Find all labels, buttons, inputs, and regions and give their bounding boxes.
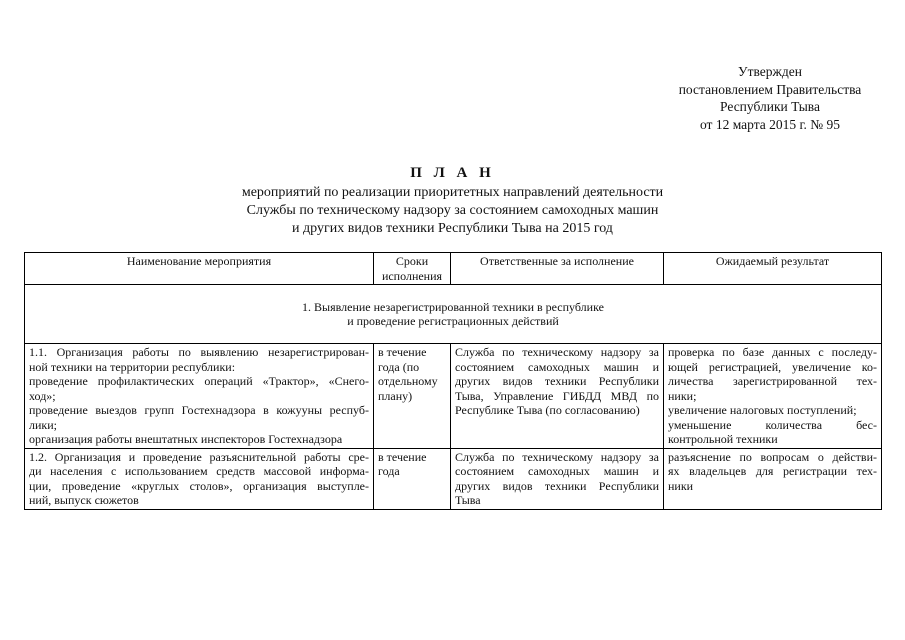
cell-line: ники [668, 478, 694, 493]
cell-line: плану) [378, 388, 413, 403]
cell-line: ди населения с использованием средств массовой информа- [29, 464, 369, 478]
cell-line: контрольной техники [668, 432, 778, 446]
cell-line: ход»; [29, 388, 56, 403]
cell-line: состоянием самоходных машин и [455, 359, 659, 374]
cell-line: увеличение налоговых поступлений; [668, 403, 857, 417]
cell-line: ной техники на территории республики: [29, 359, 236, 374]
table-row [25, 448, 882, 509]
header-responsible: Ответственные за исполнение [451, 253, 664, 285]
cell-line: ях владельцев для регистрации тех- [668, 464, 877, 478]
cell-line: в течение [378, 345, 427, 359]
plan-table [24, 252, 882, 510]
document-subtitle [0, 184, 905, 238]
cell-name [25, 344, 374, 449]
cell-line: ний, выпуск сюжетов [29, 493, 139, 507]
cell-result [664, 448, 882, 509]
cell-line: 1.1. Организация работы по выявлению незарегистрирован- [29, 345, 369, 359]
header-name: Наименование мероприятия [25, 253, 374, 285]
section-heading [25, 285, 882, 344]
section-row [25, 285, 882, 344]
cell-line: Тыва [455, 493, 481, 507]
document-title: П Л А Н [410, 165, 495, 181]
cell-line: Служба по техническому надзору за [455, 449, 659, 464]
subtitle-line: мероприятий по реализации приоритетных направлений деятельности [241, 185, 664, 200]
cell-line: других видов техники Республики [455, 478, 659, 493]
subtitle-line: Службы по техническому надзору за состоянием самоходных машин [246, 203, 659, 218]
header-deadline [374, 253, 451, 285]
cell-line: проведение выездов групп Гостехнадзора в кожууны респуб- [29, 403, 369, 417]
cell-line: Республике Тыва (по согласованию) [455, 403, 640, 417]
cell-line: уменьшение количества бес- [668, 417, 877, 432]
cell-line: лики; [29, 417, 57, 432]
approval-line: Утвержден [738, 64, 802, 79]
approval-line: постановлением Правительства [678, 81, 862, 97]
table-header-row [25, 253, 882, 285]
cell-line: состоянием самоходных машин и [455, 464, 659, 478]
cell-line: ции, проведение «круглых столов», организация выступле- [29, 478, 369, 493]
subtitle-line: и других видов техники Республики Тыва на 2015 год [292, 221, 613, 236]
cell-line: ники; [668, 388, 697, 403]
cell-deadline [374, 344, 451, 449]
cell-line: года [378, 464, 400, 478]
cell-result [664, 344, 882, 449]
section-line: и проведение регистрационных действий [347, 314, 559, 328]
cell-line: отдельному [378, 374, 438, 388]
cell-responsible [451, 448, 664, 509]
cell-line: года (по [378, 359, 420, 374]
cell-line: Служба по техническому надзору за [455, 345, 659, 359]
cell-deadline [374, 448, 451, 509]
cell-line: разъяснение по вопросам о действи- [668, 449, 877, 464]
section-line: 1. Выявление незарегистрированной техники в республике [302, 299, 604, 314]
cell-line: Тыва, Управление ГИБДД МВД по [455, 388, 659, 403]
cell-line: организация работы внештатных инспекторов Гостехнадзора [29, 432, 343, 446]
cell-line: личества зарегистрированной тех- [668, 374, 877, 388]
cell-line: проведение профилактических операций «Трактор», «Снего- [29, 374, 369, 388]
approval-stamp [640, 63, 900, 133]
cell-line: проверка по базе данных с последу- [668, 345, 877, 359]
header-result: Ожидаемый результат [664, 253, 882, 285]
cell-line: других видов техники Республики [455, 374, 659, 388]
cell-responsible [451, 344, 664, 449]
header-deadline-line: исполнения [381, 268, 443, 283]
cell-line: ющей регистрацией, увеличение ко- [668, 359, 877, 374]
table-row [25, 344, 882, 449]
cell-line: в течение [378, 449, 427, 464]
cell-line: 1.2. Организация и проведение разъяснительной работы сре- [29, 449, 369, 464]
cell-name [25, 448, 374, 509]
header-deadline-line: Сроки [395, 254, 429, 268]
approval-line: от 12 марта 2015 г. № 95 [699, 116, 841, 132]
approval-line: Республики Тыва [720, 99, 820, 114]
